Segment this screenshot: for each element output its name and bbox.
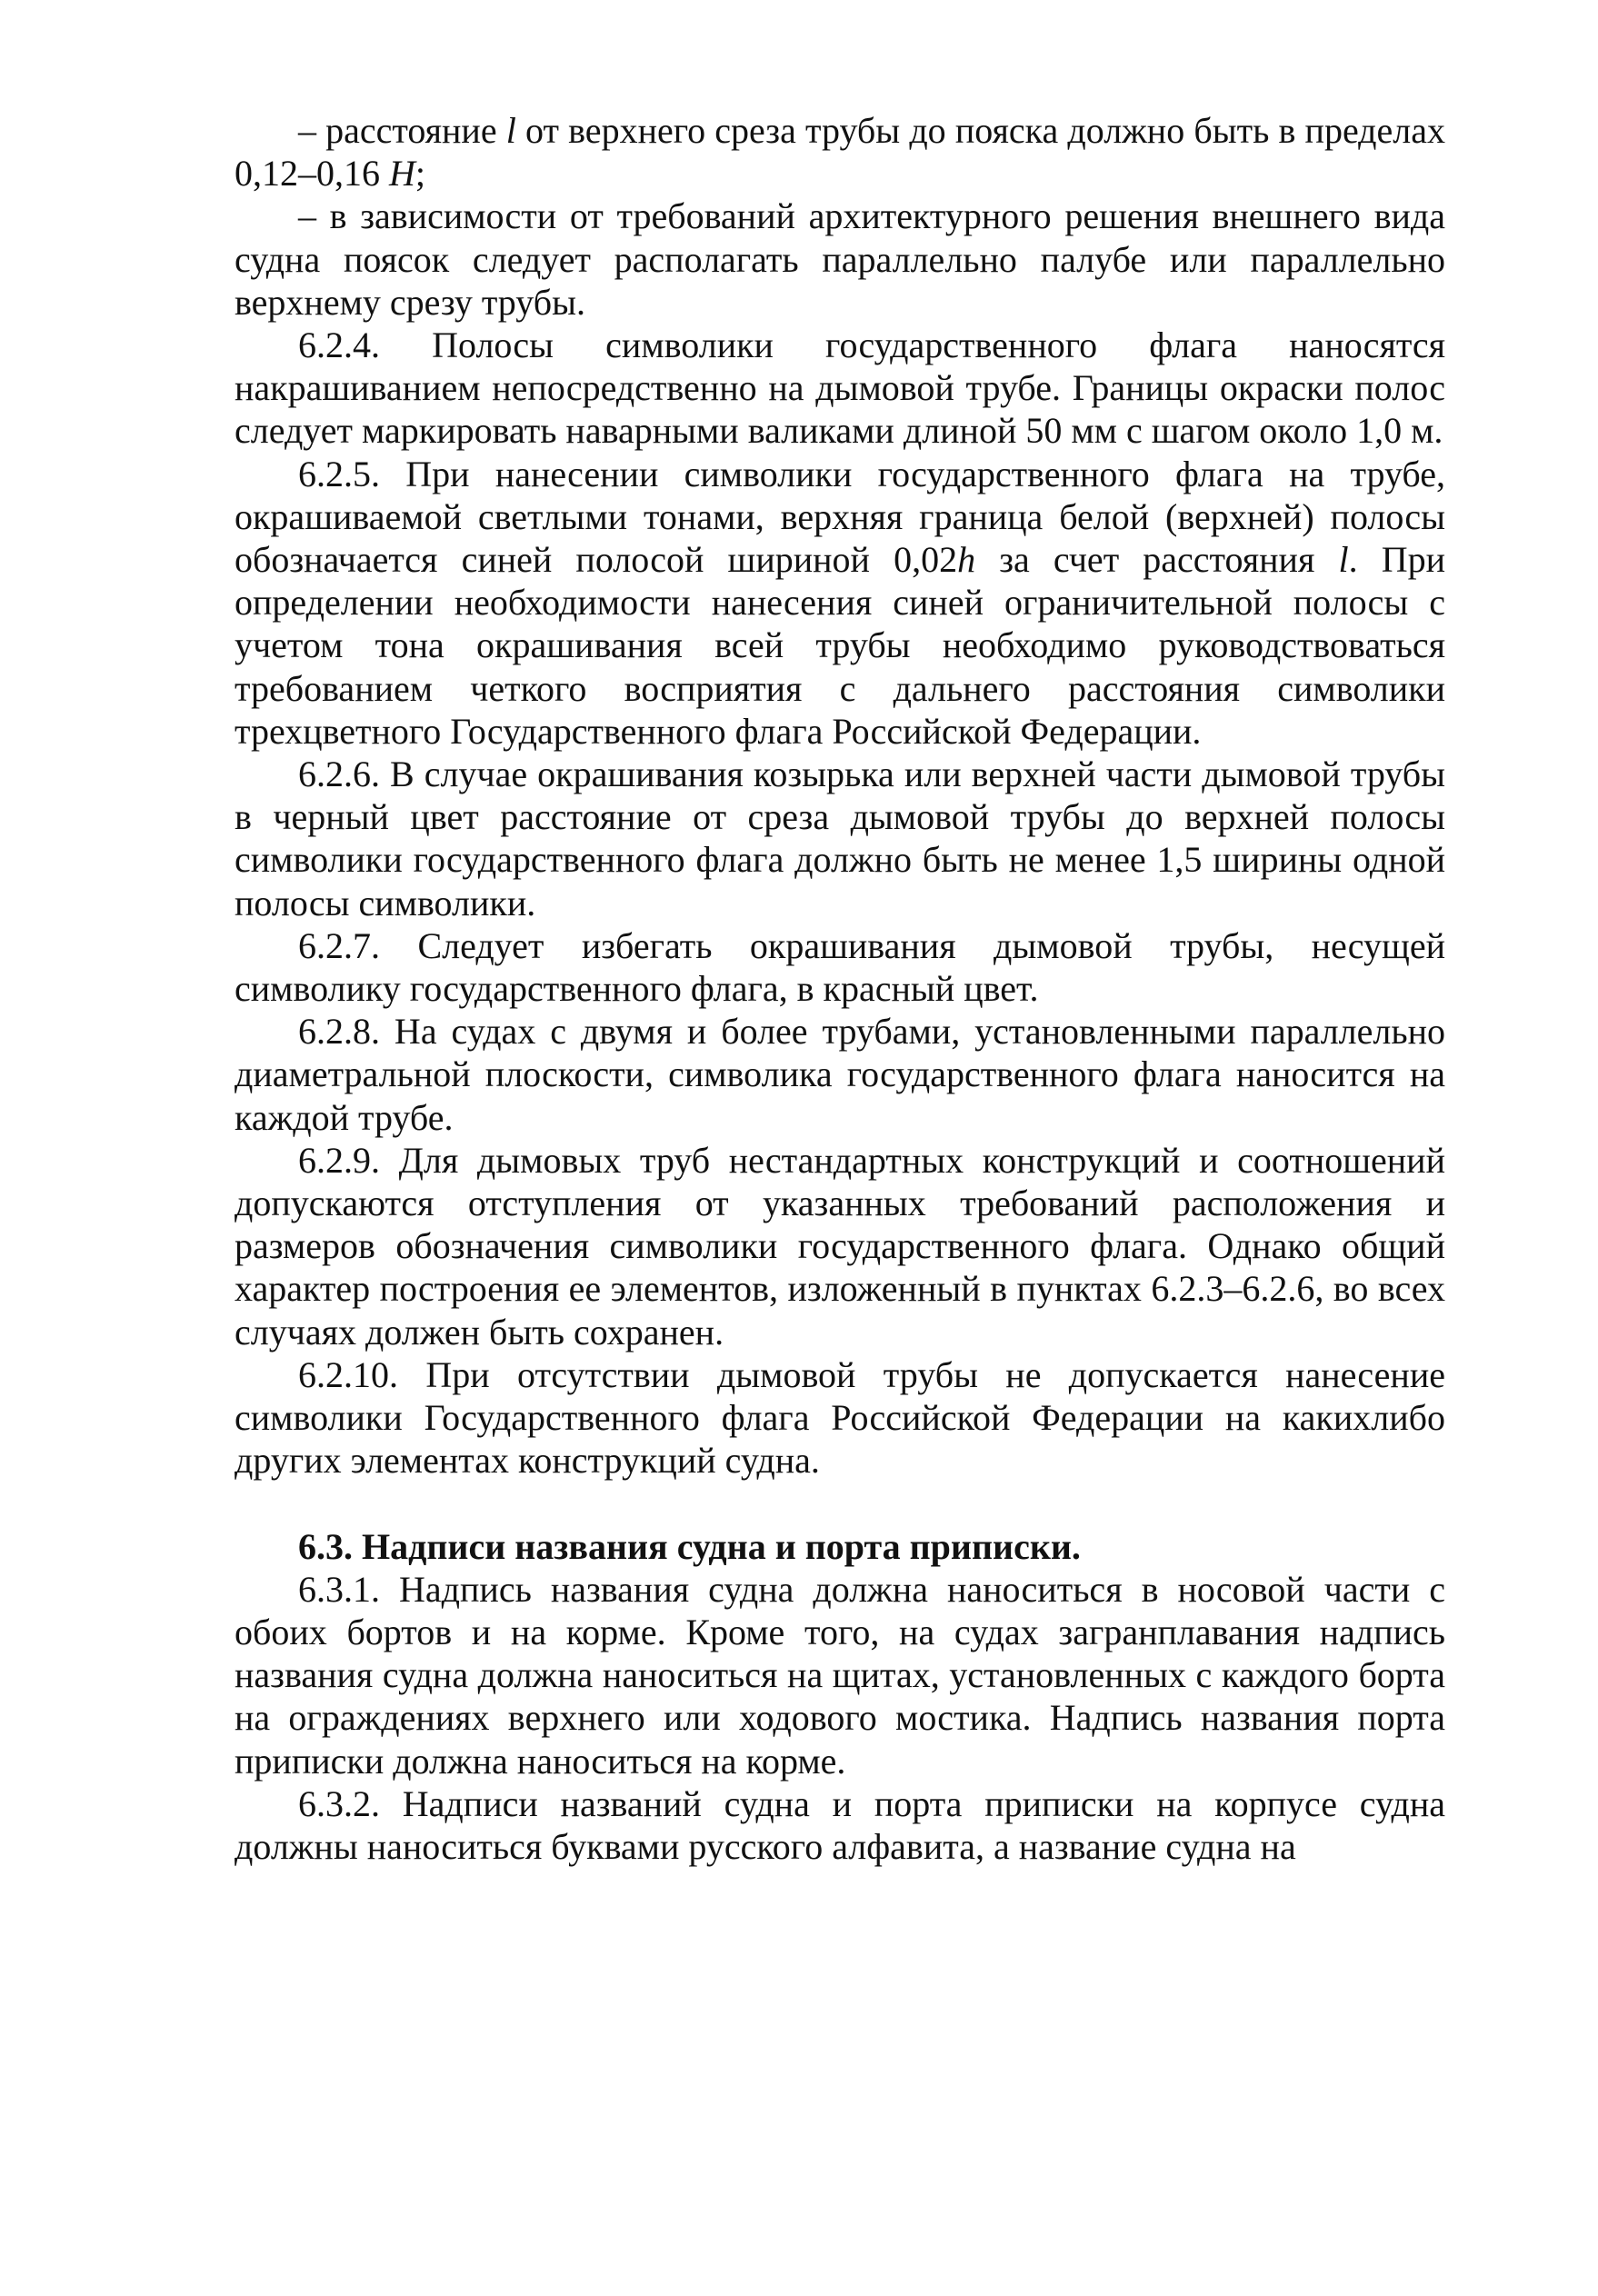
paragraph bbox=[235, 195, 1445, 324]
text-run: – в зависимости от требований архитектурного решения внешнего вида судна поясок следует располагать параллельно палубе или параллельно верхнему срезу трубы. bbox=[235, 195, 1445, 323]
italic-variable: l bbox=[505, 110, 516, 151]
text-run: 6.2.10. При отсутствии дымовой трубы не допускается нанесение символики Государственного флага Российской Федерации на какихлибо других элементах конструкций судна. bbox=[235, 1353, 1445, 1482]
paragraph bbox=[235, 453, 1445, 753]
text-run: – расстояние bbox=[298, 110, 506, 151]
text-run: 6.2.7. Следует избегать окрашивания дымовой трубы, несущей символику государственного флага, в красный цвет. bbox=[235, 924, 1445, 1010]
paragraph bbox=[235, 1353, 1445, 1482]
section-heading bbox=[235, 1525, 1445, 1568]
paragraph bbox=[235, 324, 1445, 453]
italic-variable: H bbox=[389, 153, 415, 195]
text-run: 6.3. Надписи названия судна и порта приписки. bbox=[298, 1525, 1081, 1567]
text-run: 6.3.2. Надписи названий судна и порта приписки на корпусе судна должны наноситься буквами русского алфавита, а название судна на bbox=[235, 1782, 1445, 1867]
italic-variable: l bbox=[1338, 539, 1349, 581]
text-run: от верхнего среза трубы до пояска должно быть в пределах 0,12–0,16 bbox=[235, 110, 1445, 195]
paragraph bbox=[235, 1782, 1445, 1868]
paragraph bbox=[235, 1010, 1445, 1139]
text-run: 6.3.1. Надпись названия судна должна наноситься в носовой части с обоих бортов и на корме. Кроме того, на судах загранплавания надпись названия судна должна наноситься на щитах, установленных с каждого борта на ограждениях верхнего или ходового мостика. Надпись названия порта приписки должна наноситься на корме. bbox=[235, 1568, 1445, 1782]
text-run: за счет расстояния bbox=[975, 539, 1339, 581]
text-run: ; bbox=[414, 153, 426, 195]
paragraph bbox=[235, 924, 1445, 1010]
text-run: 6.2.8. На судах с двумя и более трубами, установленными параллельно диаметральной плоскости, символика государственного флага наносится на каждой трубе. bbox=[235, 1011, 1445, 1138]
paragraph bbox=[235, 753, 1445, 924]
paragraph bbox=[235, 1568, 1445, 1782]
text-run: 6.2.6. В случае окрашивания козырька или верхней части дымовой трубы в черный цвет расстояние от среза дымовой трубы до верхней полосы символики государственного флага должно быть не менее 1,5 ширины одной полосы символики. bbox=[235, 754, 1445, 923]
document-page bbox=[235, 109, 1445, 1868]
text-run: . При определении необходимости нанесения синей ограничительной полосы с учетом тона окрашивания всей трубы необходимо руководствоваться требованием четкого восприятия с дальнего расстояния символики трехцветного Государственного флага Российской Федерации. bbox=[235, 539, 1446, 752]
text-run: 6.2.5. При нанесении символики государственного флага на трубе, окрашиваемой светлыми тонами, верхняя граница белой (верхней) полосы обозначается синей полосой шириной 0,02 bbox=[235, 453, 1445, 581]
italic-variable: h bbox=[957, 539, 976, 581]
text-run: 6.2.4. Полосы символики государственного флага наносятся накрашиванием непосредственно на дымовой трубе. Границы окраски полос следует маркировать наварными валиками длиной 50 мм с шагом около 1,0 м. bbox=[235, 324, 1445, 452]
paragraph bbox=[235, 1139, 1445, 1353]
text-run: 6.2.9. Для дымовых труб нестандартных конструкций и соотношений допускаются отступления от указанных требований расположения и размеров обозначения символики государственного флага. Однако общий характер построения ее элементов, изложенный в пунктах 6.2.3–6.2.6, во всех случаях должен быть сохранен. bbox=[235, 1139, 1445, 1353]
paragraph bbox=[235, 109, 1445, 195]
